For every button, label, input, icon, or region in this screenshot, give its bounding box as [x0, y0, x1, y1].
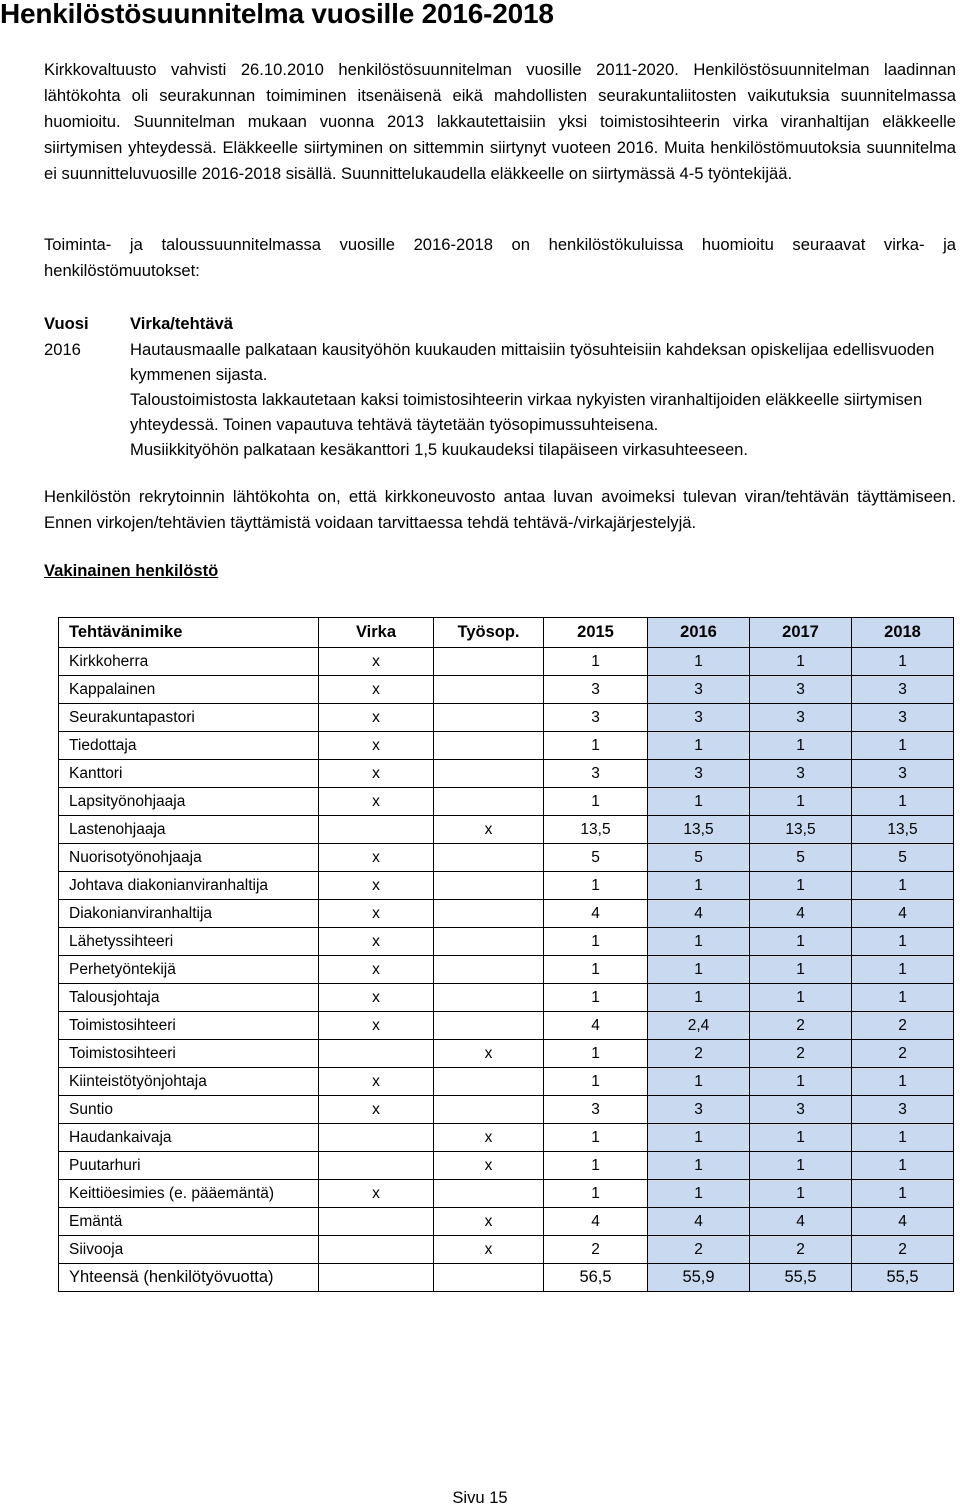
intro-paragraph: Kirkkovaltuusto vahvisti 26.10.2010 henkilöstösuunnitelman vuosille 2011-2020. Henkilöstösuunnitelman laadinnan lähtökohta oli seurakunnan toimiminen itsenäisenä eikä mahdollisten seurakuntaliitosten vaikutuksia suunnitelmassa huomioitu. Suunnitelman mukaan vuonna 2013 lakkautettaisiin yksi toimistosihteerin virka viranhaltijan eläkkeelle siirtymisen yhteydessä. Eläkkeelle siirtyminen on sittemmin siirtynyt vuoteen 2016. Muita henkilöstömuutoksia suunnitelma ei suunnitteluvuosille 2016-2018 sisällä. Suunnittelukaudella eläkkeelle on siirtymässä 4-5 työntekijää. — [44, 60, 956, 183]
table-cell — [434, 984, 544, 1012]
table-cell: 5 — [750, 844, 852, 872]
table-cell: 2 — [750, 1040, 852, 1068]
table-cell: 1 — [852, 1180, 954, 1208]
page-number: Sivu 15 — [452, 1488, 508, 1507]
table-cell: 1 — [750, 732, 852, 760]
table-cell — [319, 1124, 434, 1152]
job-title-cell: Lastenohjaaja — [59, 816, 319, 844]
table-cell: 1 — [750, 928, 852, 956]
table-cell: 2 — [648, 1236, 750, 1264]
table-cell: 5 — [544, 844, 648, 872]
changes-desc-heading: Virka/tehtävä — [130, 314, 234, 333]
table-cell: 3 — [544, 760, 648, 788]
table-cell: 1 — [544, 648, 648, 676]
table-cell: 3 — [648, 1096, 750, 1124]
table-cell: x — [319, 844, 434, 872]
table-row — [59, 1012, 954, 1040]
table-cell — [434, 760, 544, 788]
table-cell — [319, 816, 434, 844]
table-cell — [319, 1040, 434, 1068]
table-cell: 1 — [750, 1152, 852, 1180]
job-title-cell: Siivooja — [59, 1236, 319, 1264]
job-title-cell: Diakonianviranhaltija — [59, 900, 319, 928]
table-cell: 2 — [750, 1012, 852, 1040]
table-cell: x — [319, 900, 434, 928]
total-value: 55,9 — [648, 1264, 750, 1292]
table-cell: x — [434, 1040, 544, 1068]
table-cell: 3 — [750, 676, 852, 704]
table-cell — [319, 1264, 434, 1292]
changes-header — [44, 311, 956, 337]
recruit-note-paragraph: Henkilöstön rekrytoinnin lähtökohta on, että kirkkoneuvosto antaa luvan avoimeksi tulevan viran/tehtävän täyttämiseen. Ennen virkojen/tehtävien täyttämistä voidaan tarvittaessa tehdä tehtävä-/virkajärjestelyjä. — [44, 487, 956, 532]
job-title-cell: Tiedottaja — [59, 732, 319, 760]
table-cell: 3 — [544, 704, 648, 732]
table-cell: x — [319, 1012, 434, 1040]
table-cell: 4 — [750, 1208, 852, 1236]
table-cell: 13,5 — [750, 816, 852, 844]
table-cell: 4 — [648, 1208, 750, 1236]
job-title-cell: Lapsityönohjaaja — [59, 788, 319, 816]
table-row — [59, 1208, 954, 1236]
table-cell: x — [319, 984, 434, 1012]
table-row — [59, 676, 954, 704]
change-item: Taloustoimistosta lakkautetaan kaksi toimistosihteerin virkaa nykyisten viranhaltijoiden eläkkeelle siirtymisen yhteydessä. Toinen vapautuva tehtävä täytetään työsopimussuhteisena. — [130, 390, 923, 434]
table-cell: 3 — [852, 704, 954, 732]
header-cell: 2016 — [648, 618, 750, 648]
job-title-cell: Suntio — [59, 1096, 319, 1124]
table-cell: x — [319, 1180, 434, 1208]
total-label — [59, 1264, 319, 1292]
staff-table — [58, 617, 954, 1292]
table-cell — [434, 928, 544, 956]
table-cell: x — [319, 760, 434, 788]
total-value: 55,5 — [750, 1264, 852, 1292]
table-cell: x — [319, 648, 434, 676]
table-header-row — [59, 618, 954, 648]
table-row — [59, 1152, 954, 1180]
table-cell — [319, 1236, 434, 1264]
table-cell — [319, 1152, 434, 1180]
table-cell: 3 — [544, 676, 648, 704]
table-cell: 4 — [750, 900, 852, 928]
table-cell: 1 — [852, 872, 954, 900]
table-cell: x — [319, 872, 434, 900]
table-row — [59, 844, 954, 872]
table-cell — [434, 1264, 544, 1292]
table-cell: 2 — [852, 1040, 954, 1068]
table-cell: 1 — [544, 788, 648, 816]
table-row — [59, 1236, 954, 1264]
table-cell: x — [319, 956, 434, 984]
table-row — [59, 1124, 954, 1152]
table-cell: 1 — [852, 928, 954, 956]
table-row — [59, 1040, 954, 1068]
table-cell: 3 — [648, 704, 750, 732]
table-cell: 5 — [852, 844, 954, 872]
job-title-cell: Kanttori — [59, 760, 319, 788]
table-cell — [434, 788, 544, 816]
table-cell: 4 — [544, 900, 648, 928]
table-row — [59, 872, 954, 900]
budget-note-paragraph: Toiminta- ja taloussuunnitelmassa vuosille 2016-2018 on henkilöstökuluissa huomioitu seuraavat virka- ja henkilöstömuutokset: — [44, 235, 956, 280]
table-cell — [434, 956, 544, 984]
table-row — [59, 648, 954, 676]
table-cell: 1 — [750, 1124, 852, 1152]
table-cell: 1 — [750, 1068, 852, 1096]
job-title-cell: Talousjohtaja — [59, 984, 319, 1012]
table-cell: x — [319, 1096, 434, 1124]
table-cell: 1 — [750, 956, 852, 984]
table-cell: 1 — [544, 872, 648, 900]
table-row — [59, 956, 954, 984]
job-title-cell: Toimistosihteeri — [59, 1012, 319, 1040]
table-cell: 1 — [544, 1180, 648, 1208]
table-cell — [319, 1208, 434, 1236]
table-cell: x — [434, 1236, 544, 1264]
table-cell: x — [434, 816, 544, 844]
table-cell: 1 — [648, 984, 750, 1012]
table-cell: 1 — [852, 788, 954, 816]
table-cell: 1 — [544, 1068, 648, 1096]
table-cell: 4 — [544, 1208, 648, 1236]
table-row — [59, 984, 954, 1012]
table-row — [59, 1180, 954, 1208]
header-cell: Työsop. — [434, 618, 544, 648]
changes-year-heading: Vuosi — [44, 314, 89, 333]
table-cell — [434, 732, 544, 760]
job-title-cell: Toimistosihteeri — [59, 1040, 319, 1068]
table-cell: 3 — [750, 704, 852, 732]
total-value: 56,5 — [544, 1264, 648, 1292]
table-cell — [434, 1012, 544, 1040]
job-title-cell: Lähetyssihteeri — [59, 928, 319, 956]
table-cell — [434, 648, 544, 676]
job-title-cell: Kiinteistötyönjohtaja — [59, 1068, 319, 1096]
table-cell: x — [319, 676, 434, 704]
header-cell: 2017 — [750, 618, 852, 648]
job-title-cell: Keittiöesimies (e. pääemäntä) — [59, 1180, 319, 1208]
header-cell: 2015 — [544, 618, 648, 648]
table-row — [59, 1068, 954, 1096]
table-cell: 4 — [852, 900, 954, 928]
table-cell: 5 — [648, 844, 750, 872]
change-item: Hautausmaalle palkataan kausityöhön kuukauden mittaisiin työsuhteisiin kahdeksan opiskelijaa edellisvuoden kymmenen sijasta. — [130, 340, 935, 384]
table-cell: 4 — [852, 1208, 954, 1236]
table-cell: 3 — [852, 676, 954, 704]
table-cell: 1 — [750, 872, 852, 900]
table-cell: x — [319, 928, 434, 956]
table-cell: 1 — [544, 956, 648, 984]
table-cell: 13,5 — [648, 816, 750, 844]
table-cell: 1 — [750, 788, 852, 816]
table-cell: x — [434, 1124, 544, 1152]
section-title: Vakinainen henkilöstö — [44, 561, 219, 580]
table-cell: 1 — [852, 956, 954, 984]
job-title-cell: Haudankaivaja — [59, 1124, 319, 1152]
job-title-cell: Puutarhuri — [59, 1152, 319, 1180]
table-cell: x — [319, 788, 434, 816]
total-label-rest: (henkilötyövuotta) — [138, 1268, 274, 1286]
table-cell: 3 — [648, 676, 750, 704]
table-cell: 3 — [648, 760, 750, 788]
header-cell: Tehtävänimike — [59, 618, 319, 648]
header-cell: Virka — [319, 618, 434, 648]
table-cell: 1 — [750, 648, 852, 676]
job-title-cell: Emäntä — [59, 1208, 319, 1236]
table-cell: 2 — [750, 1236, 852, 1264]
job-title-cell: Seurakuntapastori — [59, 704, 319, 732]
table-cell: 4 — [648, 900, 750, 928]
table-cell: 13,5 — [852, 816, 954, 844]
table-cell — [434, 900, 544, 928]
table-cell: 2,4 — [648, 1012, 750, 1040]
table-cell: 2 — [852, 1012, 954, 1040]
job-title-cell: Nuorisotyönohjaaja — [59, 844, 319, 872]
changes-list — [44, 311, 956, 462]
changes-items — [130, 337, 956, 462]
table-row — [59, 900, 954, 928]
table-row — [59, 704, 954, 732]
table-cell — [434, 676, 544, 704]
table-cell: 1 — [544, 1124, 648, 1152]
table-row — [59, 760, 954, 788]
table-cell: 1 — [750, 1180, 852, 1208]
table-cell: 1 — [648, 928, 750, 956]
table-cell: 2 — [852, 1236, 954, 1264]
table-cell: 2 — [648, 1040, 750, 1068]
table-cell: 4 — [544, 1012, 648, 1040]
table-cell: 3 — [852, 760, 954, 788]
changes-year: 2016 — [44, 340, 81, 359]
table-cell: 3 — [750, 760, 852, 788]
table-cell — [434, 844, 544, 872]
table-row — [59, 1096, 954, 1124]
table-cell: 13,5 — [544, 816, 648, 844]
header-cell: 2018 — [852, 618, 954, 648]
table-cell: x — [319, 1068, 434, 1096]
table-cell: x — [319, 732, 434, 760]
table-cell: 1 — [852, 1152, 954, 1180]
table-cell — [434, 872, 544, 900]
table-cell: 1 — [852, 648, 954, 676]
table-cell: 1 — [544, 732, 648, 760]
table-cell — [434, 1068, 544, 1096]
table-cell: x — [434, 1208, 544, 1236]
table-cell: 1 — [544, 1152, 648, 1180]
table-cell — [434, 704, 544, 732]
table-cell: 1 — [648, 1124, 750, 1152]
table-cell: 1 — [852, 1124, 954, 1152]
page-title: Henkilöstösuunnitelma vuosille 2016-2018 — [0, 0, 554, 29]
job-title-cell: Johtava diakonianviranhaltija — [59, 872, 319, 900]
total-value: 55,5 — [852, 1264, 954, 1292]
table-row — [59, 788, 954, 816]
table-body — [59, 648, 954, 1264]
job-title-cell: Perhetyöntekijä — [59, 956, 319, 984]
table-cell: 1 — [750, 984, 852, 1012]
table-cell: 2 — [544, 1236, 648, 1264]
table-cell: 1 — [648, 648, 750, 676]
table-cell: 1 — [852, 732, 954, 760]
table-cell: 1 — [648, 732, 750, 760]
table-cell: 1 — [544, 984, 648, 1012]
table-cell: 1 — [648, 1152, 750, 1180]
table-row — [59, 816, 954, 844]
table-cell: 1 — [852, 1068, 954, 1096]
table-cell: 3 — [544, 1096, 648, 1124]
table-cell: 1 — [648, 1068, 750, 1096]
table-cell: 1 — [544, 1040, 648, 1068]
changes-row — [44, 337, 956, 462]
table-total-row — [59, 1264, 954, 1292]
table-row — [59, 928, 954, 956]
table-cell: x — [319, 704, 434, 732]
table-row — [59, 732, 954, 760]
table-cell: 1 — [648, 788, 750, 816]
change-item: Musiikkityöhön palkataan kesäkanttori 1,5 kuukaudeksi tilapäiseen virkasuhteeseen. — [130, 440, 749, 459]
job-title-cell: Kirkkoherra — [59, 648, 319, 676]
total-label-bold: Yhteensä — [69, 1268, 139, 1286]
table-cell — [434, 1096, 544, 1124]
table-cell: 3 — [750, 1096, 852, 1124]
table-cell: 1 — [544, 928, 648, 956]
table-cell: 3 — [852, 1096, 954, 1124]
table-cell: 1 — [648, 872, 750, 900]
table-cell: 1 — [852, 984, 954, 1012]
job-title-cell: Kappalainen — [59, 676, 319, 704]
table-cell: 1 — [648, 1180, 750, 1208]
table-cell — [434, 1180, 544, 1208]
table-cell: x — [434, 1152, 544, 1180]
table-cell: 1 — [648, 956, 750, 984]
